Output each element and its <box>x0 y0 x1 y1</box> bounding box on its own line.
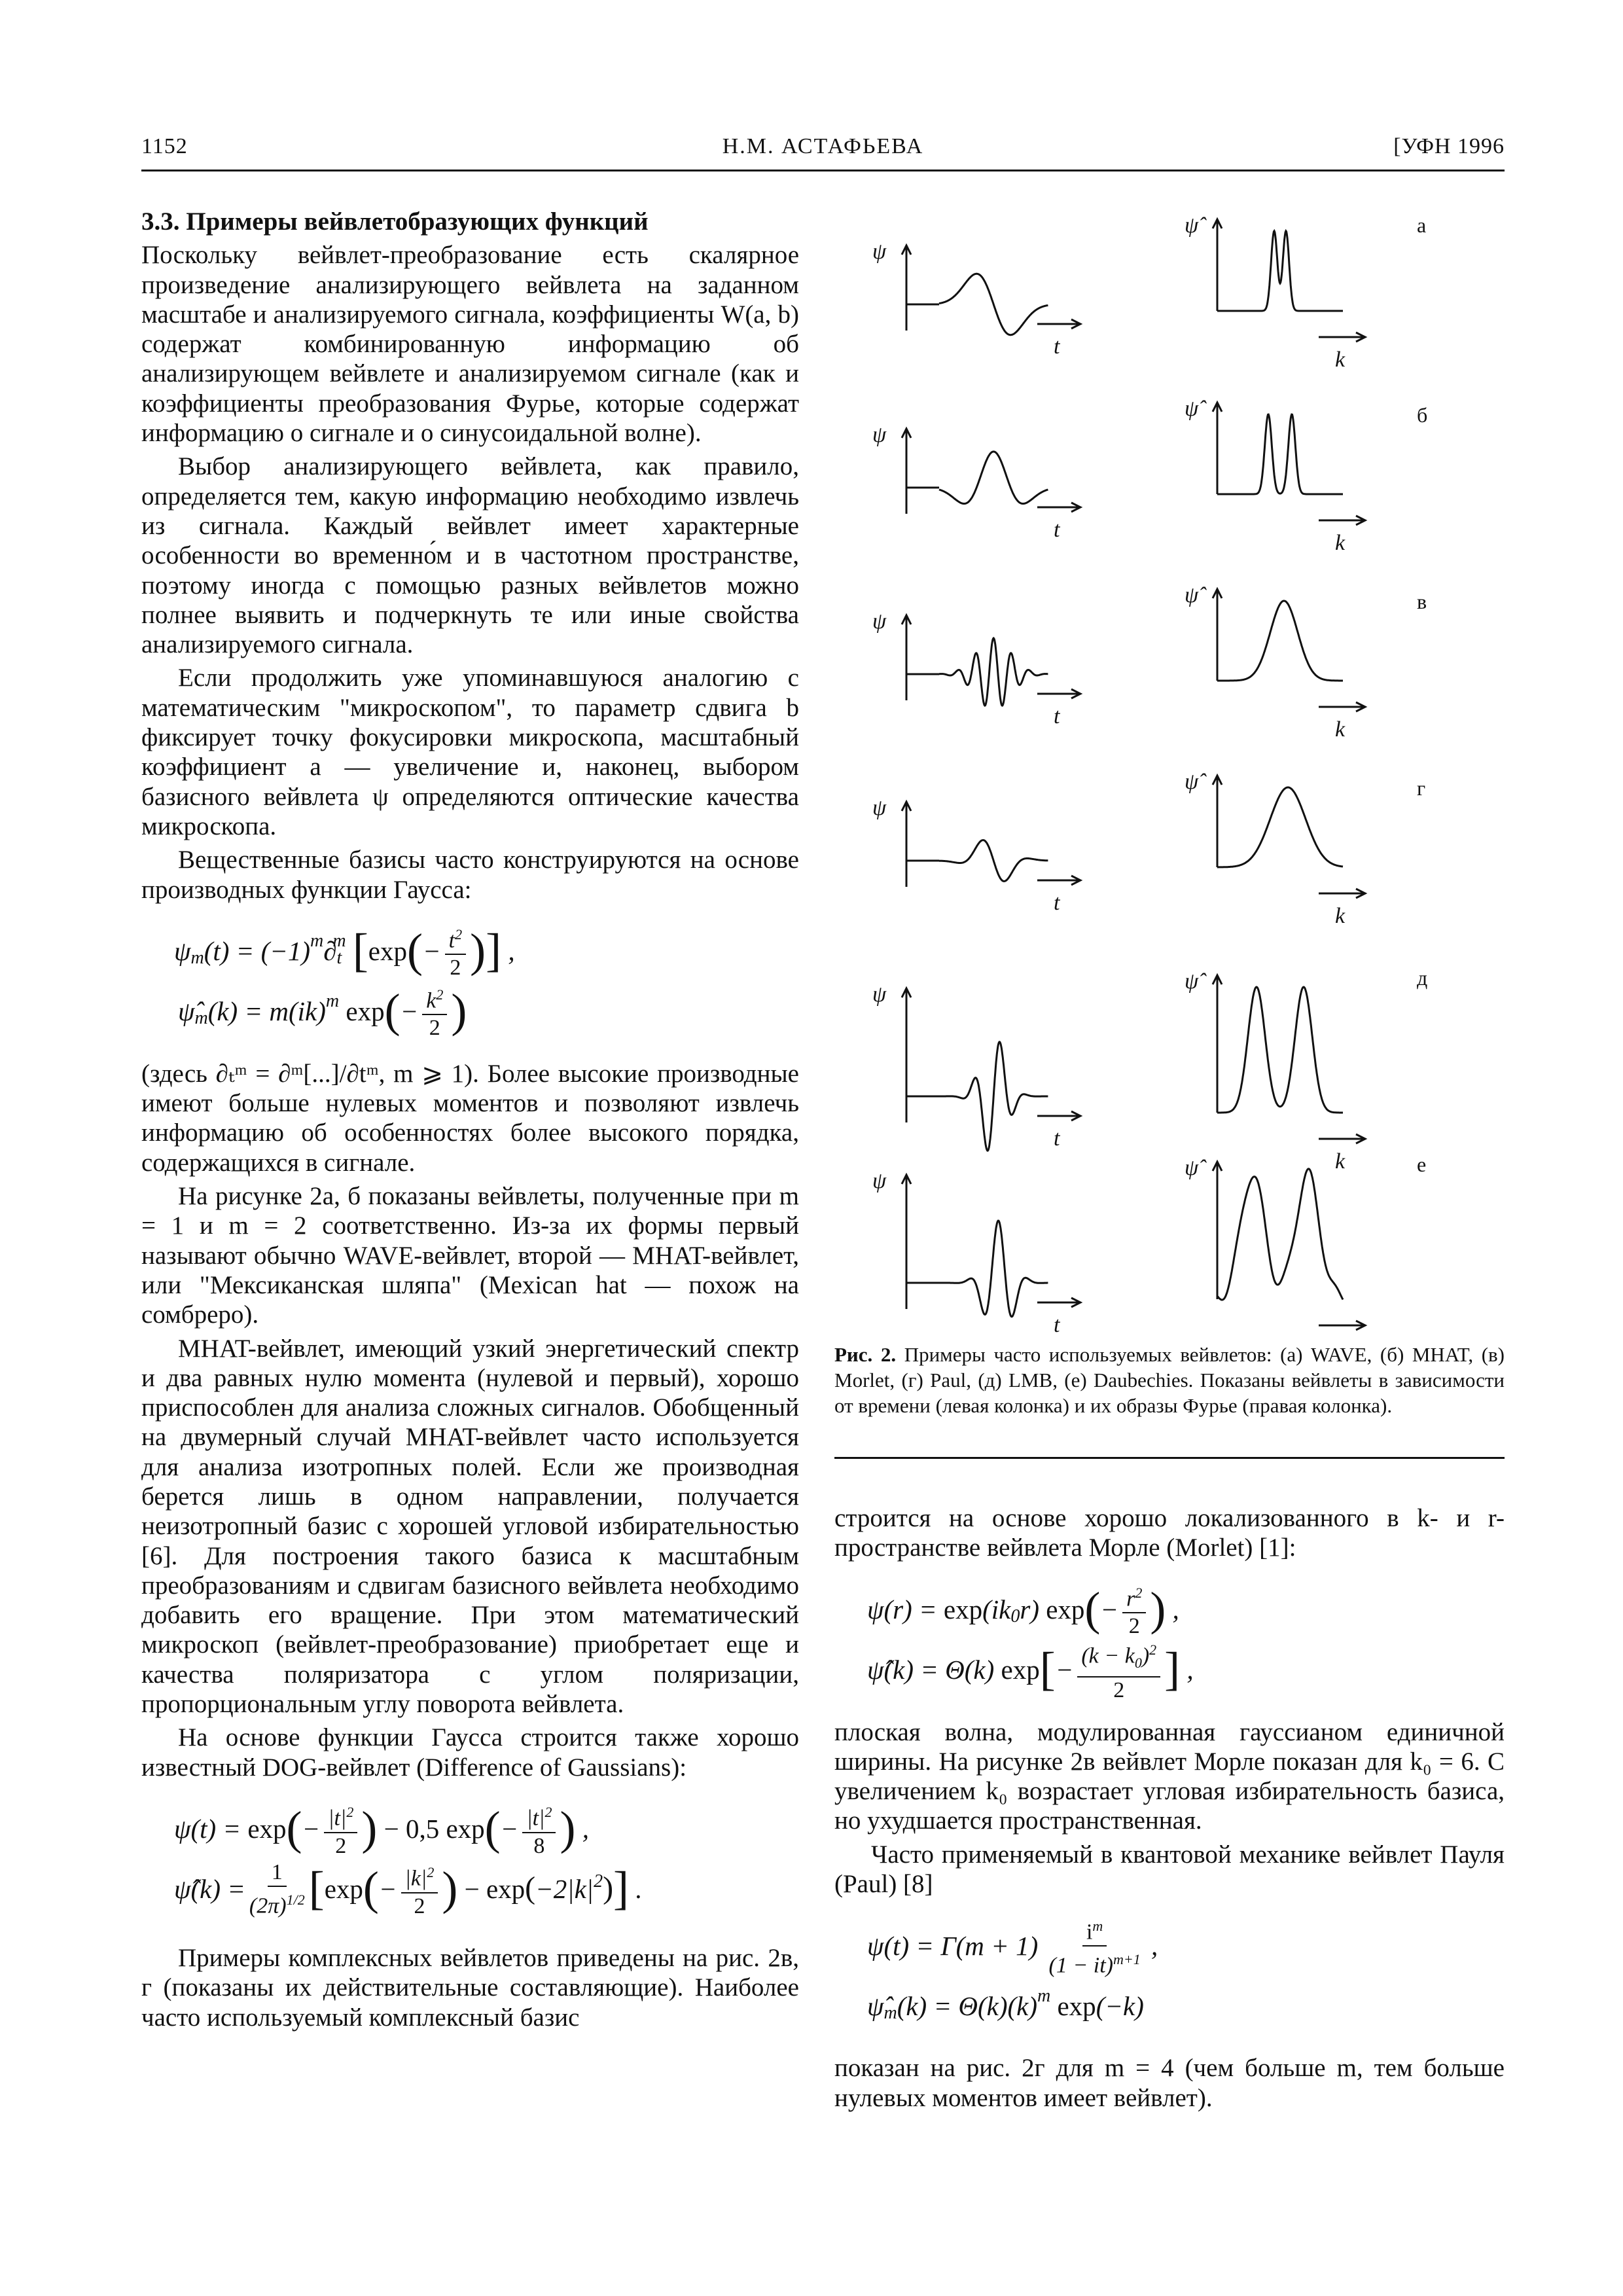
paragraph-8: На основе функции Гаусса строится также хорошо известный DOG-вейвлет (Difference of Gaussians): <box>141 1723 799 1782</box>
time-wavelet-curve <box>939 1221 1048 1317</box>
freq-axis-label: ψ̂ <box>1185 397 1199 421</box>
time-wavelet-curve <box>939 840 1048 882</box>
time-wavelet-curve <box>939 274 1048 334</box>
header-rule <box>141 170 1505 171</box>
time-x-label: t <box>1054 891 1060 915</box>
time-axis-label: ψ <box>872 240 887 264</box>
time-x-label: t <box>1054 334 1060 359</box>
panel-letter: а <box>1417 213 1427 237</box>
time-axis-label: ψ <box>872 1169 887 1193</box>
freq-axis-label: ψ̂ <box>1185 1156 1199 1180</box>
page-number: 1152 <box>141 134 188 158</box>
freq-spectrum-curve <box>1217 1169 1343 1300</box>
journal-name: [УФН 1996 <box>1393 134 1505 158</box>
freq-spectrum-curve <box>1217 787 1343 867</box>
time-wavelet-curve <box>939 452 1048 504</box>
freq-spectrum-curve <box>1217 601 1343 681</box>
figure-2-plots <box>834 213 1505 1338</box>
paragraph-4: Вещественные базисы часто конструируются на основе производных функции Гаусса: <box>141 846 799 904</box>
running-author: Н.М. АСТАФЬЕВА <box>722 134 924 158</box>
time-x-label: t <box>1054 1313 1060 1337</box>
time-axis-label: ψ <box>872 423 887 447</box>
paragraph-2: Выбор анализирующего вейвлета, как правило, определяется тем, какую информацию необходимо извлечь из сигнала. Каждый вейвлет имеет характерные особенности во временно́м и в частотном пространстве, поэтому иногда с помощью разных вейвлетов можно полнее выявить и подчеркнуть те или иные свойства анализируемого сигнала. <box>141 452 799 659</box>
time-axis-label: ψ <box>872 796 887 820</box>
paragraph-9: Примеры комплексных вейвлетов приведены на рис. 2в, г (показаны их действительные составляющие). Наиболее часто используемый комплексный базис <box>141 1943 799 2032</box>
panel-letter: б <box>1417 403 1428 427</box>
equation-paul: ψ(t) = Γ(m + 1) $\frac{i^m}{(1 - it)^{m+1}}$ , ψ̂ m (k) = Θ(k)(k) m exp (−k) <box>867 1916 1505 2036</box>
time-axis-label: ψ <box>872 609 887 634</box>
freq-spectrum-curve <box>1217 987 1343 1113</box>
panel-letter: в <box>1417 590 1427 613</box>
freq-x-label: k <box>1335 1149 1346 1174</box>
freq-x-label: k <box>1335 531 1346 555</box>
equation-morlet: ψ(r) = exp (ik 0 r) exp ( − $\frac{r^2}{2}$ ) , ψ̂(k) = Θ(k) exp [ − $\frac{(k - k_0)^2}{2}$ ] , <box>867 1580 1505 1700</box>
figure-caption <box>834 1342 1505 1418</box>
running-header <box>141 134 1505 173</box>
freq-x-label: k <box>1335 717 1346 742</box>
panel-letter: г <box>1417 776 1426 800</box>
paragraph-6: На рисунке 2а, б показаны вейвлеты, полученные при m = 1 и m = 2 соответственно. Из-за их формы первый называют обычно WAVE-вейвлет, второй — MHAT-вейвлет, или "Мексиканская шляпа" (Mexican hat — похож на сомбреро). <box>141 1182 799 1329</box>
time-x-label: t <box>1054 1126 1060 1151</box>
time-axis-label: ψ <box>872 982 887 1007</box>
paragraph-1: Поскольку вейвлет-преобразование есть скалярное произведение анализирующего вейвлета на заданном масштабе и анализируемого сигнала, коэффициенты W(a, b) содержат комбинированную информацию об анализирующем вейвлете и анализируемом сигнале (как и коэффициенты преобразования Фурье, которые содержат информацию о сигнале и о синусоидальной волне). <box>141 241 799 448</box>
equation-dog: ψ(t) = exp ( − $\frac{|t|^2}{2}$ ) − 0,5 exp ( − $\frac{|t|^2}{8}$ ) , ψ̂(k) = $\frac{1}{(2\pi)^{1/2}}$ [ exp ( − $\frac{|k|^2}{2}$ ) − exp ( −2|k| 2 ) ] . <box>174 1799 799 1920</box>
paragraph-7: MHAT-вейвлет, имеющий узкий энергетический спектр и два равных нулю момента (нулевой и первый), хорошо приспособлен для анализа сложных сигналов. Обобщенный на двумерный случай MHAT-вейвлет часто используется для анализа изотропных полей. Если же производная берется лишь в одном направлении, получается неизотропный базис с хорошей угловой избирательностью [6]. Для построения такого базиса к масштабным преобразованиям и сдвигам базисного вейвлета необходимо добавить его вращение. При этом математический микроскоп (вейвлет-преобразование) приобретает еще и качества поляризатора с углом поляризации, пропорциональным углу поворота вейвлета. <box>141 1334 799 1719</box>
paragraph-r4: показан на рис. 2г для m = 4 (чем больше m, тем больше нулевых моментов имеет вейвлет). <box>834 2054 1505 2112</box>
freq-axis-label: ψ̂ <box>1185 583 1199 607</box>
figure-2 <box>834 213 1505 1338</box>
panel-letter: д <box>1417 966 1428 990</box>
freq-x-label: k <box>1335 904 1346 928</box>
paragraph-3: Если продолжить уже упоминавшуюся аналогию с математическим "микроскопом", то параметр сдвига b фиксирует точку фокусировки микроскопа, масштабный коэффициент a — увеличение и, наконец, выбором базисного вейвлета ψ определяются оптические качества микроскопа. <box>141 664 799 840</box>
right-column <box>834 1503 1505 2113</box>
time-x-label: t <box>1054 704 1060 728</box>
figure-rule <box>834 1457 1505 1459</box>
section-title: 3.3. Примеры вейвлетобразующих функций <box>141 207 649 236</box>
freq-spectrum-curve <box>1217 231 1343 311</box>
time-wavelet-curve <box>939 638 1048 706</box>
paragraph-5: (здесь ∂ₜᵐ = ∂ᵐ[...]/∂tᵐ, m ⩾ 1). Более высокие производные имеют больше нулевых моментов и позволяют извлечь информацию об особенностях более высокого порядка, содержащихся в сигнале. <box>141 1059 799 1177</box>
time-wavelet-curve <box>939 1042 1048 1151</box>
left-column <box>141 207 799 2032</box>
paragraph-r2: плоская волна, модулированная гауссианом единичной ширины. На рисунке 2в вейвлет Морле показан для k₀ = 6. С увеличением k₀ возрастает угловая избирательность базиса, но ухудшается пространственная. <box>834 1717 1505 1835</box>
paragraph-r1: строится на основе хорошо локализованного в k- и r-пространстве вейвлета Морле (Morlet) [1]: <box>834 1504 1505 1562</box>
caption-text: Примеры часто используемых вейвлетов: (а) WAVE, (б) MHAT, (в) Morlet, (г) Paul, (д) LMB, (е) Daubechies. Показаны вейвлеты в зависимости от времени (левая колонка) и их образы Фурье (правая колонка). <box>834 1343 1505 1417</box>
paragraph-r3: Часто применяемый в квантовой механике вейвлет Пауля (Paul) [8] <box>834 1840 1505 1899</box>
freq-x-label <box>1335 1336 1346 1338</box>
panel-letter: е <box>1417 1153 1427 1176</box>
freq-axis-label: ψ̂ <box>1185 770 1199 794</box>
freq-spectrum-curve <box>1217 414 1343 494</box>
time-x-label: t <box>1054 518 1060 542</box>
freq-axis-label: ψ̂ <box>1185 969 1199 994</box>
freq-axis-label: ψ̂ <box>1185 213 1199 238</box>
caption-label: Рис. 2. <box>834 1343 897 1366</box>
equation-gaussian-derivatives: ψ m (t) = (−1) m ∂ t m [ exp ( − $\frac{t^2}{2}$ ) ] , ψ̂ m (k) = m(ik) m exp ( − $\frac{k^2}{2}$ ) <box>174 922 799 1042</box>
freq-x-label: k <box>1335 348 1346 372</box>
